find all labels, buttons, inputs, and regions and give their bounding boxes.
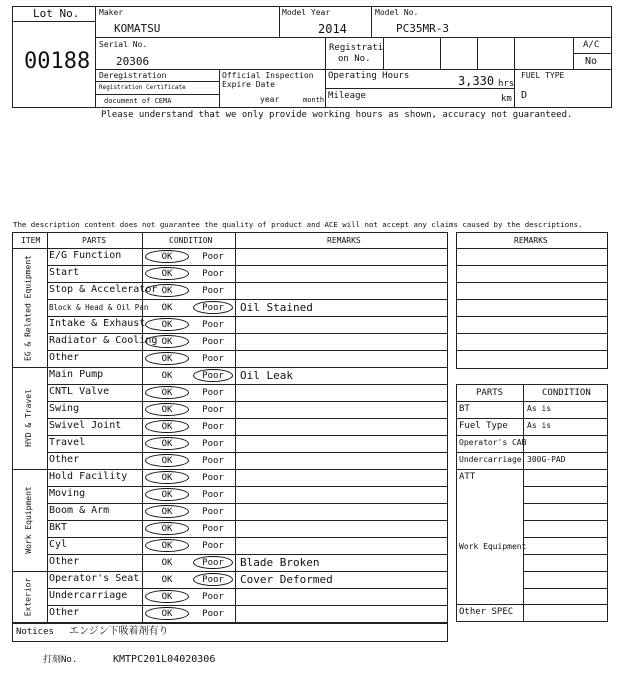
ok-option[interactable]: OK xyxy=(161,285,173,296)
ok-option[interactable]: OK xyxy=(161,353,173,364)
group-label: EG & Related Equipment xyxy=(23,254,33,361)
inspection-label-2: Expire Date xyxy=(222,80,275,89)
right-condition-header: CONDITION xyxy=(542,388,591,398)
inspection-label: Official Inspection xyxy=(222,71,314,80)
part-name: Radiator & Cooling xyxy=(49,335,158,346)
table-row xyxy=(47,537,448,554)
ok-option[interactable]: OK xyxy=(161,608,173,619)
table-row xyxy=(47,520,448,537)
table-row xyxy=(47,452,448,469)
model-year-label: Model Year xyxy=(282,8,331,17)
table-row xyxy=(47,435,448,452)
table-row xyxy=(47,486,448,503)
poor-option[interactable]: Poor xyxy=(202,251,224,262)
stamp-value: KMTPC201L04020306 xyxy=(113,654,216,665)
poor-option[interactable]: Poor xyxy=(202,302,224,313)
poor-option[interactable]: Poor xyxy=(202,455,224,466)
part-name: CNTL Valve xyxy=(49,386,110,397)
ok-selected-circle xyxy=(145,471,189,484)
ok-option[interactable]: OK xyxy=(161,336,173,347)
lot-label: Lot No. xyxy=(33,7,80,20)
ok-option[interactable]: OK xyxy=(161,506,173,517)
km-unit: km xyxy=(501,94,512,104)
right-part-condition: 300G-PAD xyxy=(527,455,566,464)
poor-option[interactable]: Poor xyxy=(202,370,224,381)
disclaimer: The description content does not guarantee the quality of product and ACE will not accept any claims caused by the descriptions. xyxy=(13,220,583,229)
ok-selected-circle xyxy=(145,522,189,535)
operating-hours-label: Operating Hours xyxy=(328,71,410,81)
poor-option[interactable]: Poor xyxy=(202,387,224,398)
part-name: Cyl xyxy=(49,539,68,550)
group-label: Work Equipment xyxy=(23,486,33,554)
right-part-name: BT xyxy=(459,404,470,414)
part-name: Other xyxy=(49,556,80,567)
maker-value: KOMATSU xyxy=(114,22,161,35)
fuel-type-label: FUEL TYPE xyxy=(521,71,565,80)
right-parts-header: PARTS xyxy=(476,388,504,398)
poor-option[interactable]: Poor xyxy=(202,523,224,534)
poor-option[interactable]: Poor xyxy=(202,353,224,364)
poor-option[interactable]: Poor xyxy=(202,404,224,415)
hours-note: Please understand that we only provide working hours as shown, accuracy not guaranteed. xyxy=(101,110,573,120)
ok-selected-circle xyxy=(145,284,189,297)
ok-option[interactable]: OK xyxy=(161,557,173,568)
right-part-condition: As is xyxy=(527,404,552,413)
part-name: Other xyxy=(49,607,80,618)
table-row xyxy=(47,401,448,418)
table-row xyxy=(47,265,448,282)
other-spec-label: Other SPEC xyxy=(459,607,514,617)
part-name: Start xyxy=(49,267,80,278)
right-part-condition: As is xyxy=(527,421,552,430)
ok-option[interactable]: OK xyxy=(161,540,173,551)
part-name: Swing xyxy=(49,403,80,414)
ok-selected-circle xyxy=(145,437,189,450)
part-name: Main Pump xyxy=(49,369,104,380)
ok-option[interactable]: OK xyxy=(161,591,173,602)
work-equipment-label: Work Equipment xyxy=(459,542,527,551)
ok-selected-circle xyxy=(145,488,189,501)
part-name: Other xyxy=(49,454,80,465)
serial-value: 20306 xyxy=(116,55,150,68)
part-name: Moving xyxy=(49,488,86,499)
remark-text: Cover Deformed xyxy=(240,573,333,586)
part-name: Operator's Seat xyxy=(49,573,140,584)
poor-option[interactable]: Poor xyxy=(202,574,224,585)
deregistration-label: Deregistration xyxy=(99,71,167,80)
model-no-label: Model No. xyxy=(375,8,419,17)
right-part-name: Fuel Type xyxy=(459,421,508,431)
ok-option[interactable]: OK xyxy=(161,404,173,415)
right-remarks-box xyxy=(456,232,608,369)
ok-option[interactable]: OK xyxy=(161,523,173,534)
part-name: Intake & Exhaust xyxy=(49,318,146,329)
part-name: Block & Head & Oil Pan xyxy=(49,303,149,312)
part-name: Swivel Joint xyxy=(49,420,122,431)
ok-option[interactable]: OK xyxy=(161,387,173,398)
remark-text: Oil Leak xyxy=(240,369,293,382)
poor-option[interactable]: Poor xyxy=(202,591,224,602)
ok-selected-circle xyxy=(145,386,189,399)
ok-option[interactable]: OK xyxy=(161,302,173,313)
poor-option[interactable]: Poor xyxy=(202,472,224,483)
model-no-value: PC35MR-3 xyxy=(396,22,449,35)
ok-selected-circle xyxy=(145,420,189,433)
part-name: BKT xyxy=(49,522,68,533)
operating-hours-value: 3,330 xyxy=(458,74,495,88)
ok-option[interactable]: OK xyxy=(161,455,173,466)
stamp-label: 打刻No. xyxy=(43,655,78,665)
right-part-name: Operator's CAB xyxy=(459,438,527,447)
group-label: Exterior xyxy=(23,577,33,616)
ok-selected-circle xyxy=(145,505,189,518)
poor-option[interactable]: Poor xyxy=(202,336,224,347)
right-part-name: Undercarriage xyxy=(459,455,522,464)
item-header: ITEM xyxy=(21,236,41,245)
ok-option[interactable]: OK xyxy=(161,268,173,279)
ok-option[interactable]: OK xyxy=(161,421,173,432)
right-remarks-header: REMARKS xyxy=(514,236,548,245)
ok-option[interactable]: OK xyxy=(161,319,173,330)
ok-selected-circle xyxy=(145,267,189,280)
notices-value: エンジン下吸着剤有り xyxy=(69,626,169,637)
poor-option[interactable]: Poor xyxy=(202,285,224,296)
poor-selected-circle xyxy=(193,301,233,314)
poor-option[interactable]: Poor xyxy=(202,438,224,449)
parts-header: PARTS xyxy=(82,236,107,245)
part-name: Travel xyxy=(49,437,86,448)
part-name: Undercarriage xyxy=(49,590,128,601)
poor-option[interactable]: Poor xyxy=(202,506,224,517)
remark-text: Oil Stained xyxy=(240,301,313,314)
ok-selected-circle xyxy=(145,352,189,365)
registration-label: Registrati xyxy=(329,43,384,53)
hrs-unit: hrs xyxy=(498,79,515,89)
registration-label-2: on No. xyxy=(338,54,371,64)
poor-option[interactable]: Poor xyxy=(202,319,224,330)
ok-option[interactable]: OK xyxy=(161,438,173,449)
maker-label: Maker xyxy=(99,8,124,17)
ok-option[interactable]: OK xyxy=(161,370,173,381)
part-name: Other xyxy=(49,352,80,363)
ac-label: A/C xyxy=(583,40,600,50)
condition-header: CONDITION xyxy=(169,236,213,245)
ok-selected-circle xyxy=(145,454,189,467)
part-name: Stop & Accelerator xyxy=(49,284,158,295)
group-label: HYD & Travel xyxy=(23,389,33,447)
remark-text: Blade Broken xyxy=(240,556,320,569)
poor-selected-circle xyxy=(193,369,233,382)
table-row xyxy=(47,605,448,622)
month-label: month xyxy=(303,96,325,104)
ok-option[interactable]: OK xyxy=(161,472,173,483)
lot-number: 00188 xyxy=(24,49,91,74)
ok-option[interactable]: OK xyxy=(161,251,173,262)
ok-selected-circle xyxy=(145,318,189,331)
table-row xyxy=(47,350,448,367)
fuel-type-value: D xyxy=(521,90,528,101)
mileage-label: Mileage xyxy=(328,91,366,101)
poor-option[interactable]: Poor xyxy=(202,489,224,500)
poor-option[interactable]: Poor xyxy=(202,557,224,568)
ok-selected-circle xyxy=(145,607,189,620)
registration-certificate-label: Registration Certificate xyxy=(99,84,186,91)
ok-option[interactable]: OK xyxy=(161,574,173,585)
part-name: Boom & Arm xyxy=(49,505,110,516)
cema-label: document of CEMA xyxy=(104,97,172,105)
serial-label: Serial No. xyxy=(99,40,148,49)
part-name: E/G Function xyxy=(49,250,122,261)
poor-selected-circle xyxy=(193,556,233,569)
ok-selected-circle xyxy=(145,335,189,348)
poor-option[interactable]: Poor xyxy=(202,608,224,619)
poor-option[interactable]: Poor xyxy=(202,540,224,551)
ok-selected-circle xyxy=(145,590,189,603)
ac-value: No xyxy=(585,56,598,67)
poor-selected-circle xyxy=(193,573,233,586)
ok-selected-circle xyxy=(145,403,189,416)
ok-selected-circle xyxy=(145,250,189,263)
right-part-name: ATT xyxy=(459,472,476,482)
year-label: year xyxy=(260,95,280,104)
remarks-header: REMARKS xyxy=(327,236,361,245)
part-name: Hold Facility xyxy=(49,471,128,482)
ok-selected-circle xyxy=(145,539,189,552)
poor-option[interactable]: Poor xyxy=(202,421,224,432)
model-year-value: 2014 xyxy=(318,22,347,36)
notices-label: Notices xyxy=(16,627,54,637)
poor-option[interactable]: Poor xyxy=(202,268,224,279)
ok-option[interactable]: OK xyxy=(161,489,173,500)
